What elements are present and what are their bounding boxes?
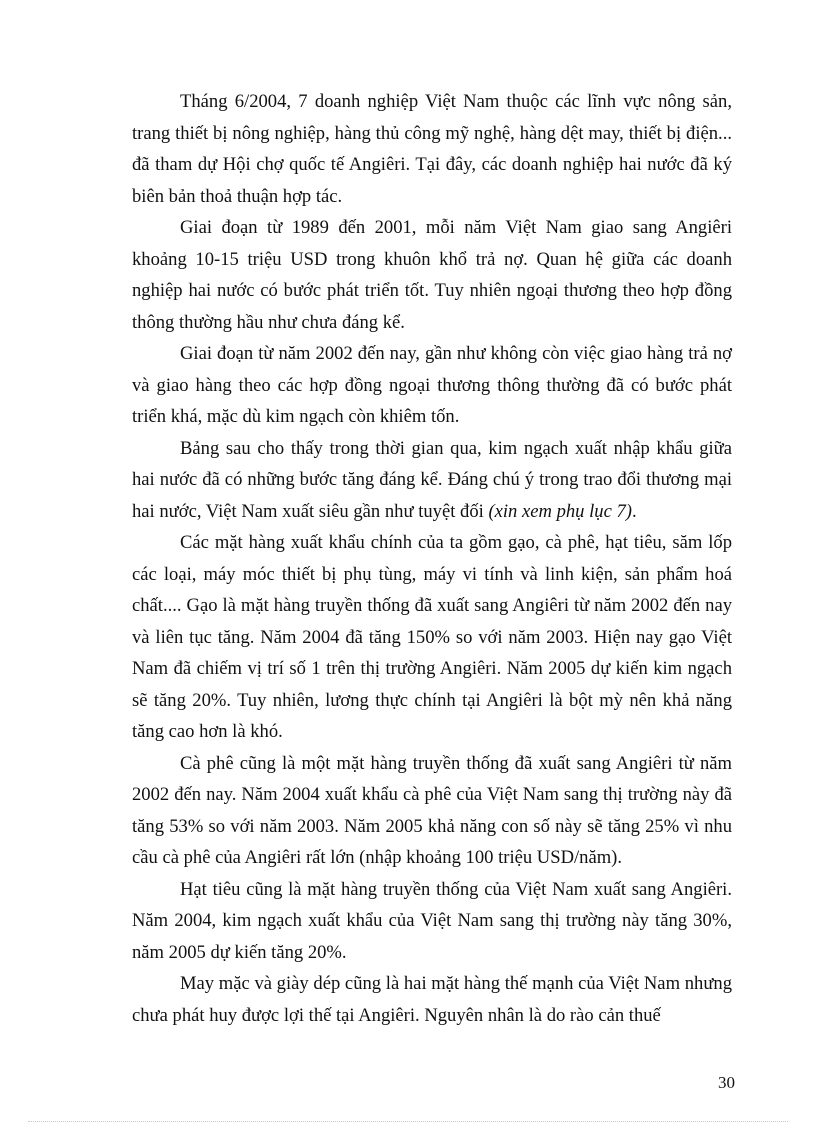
page-number: 30 (718, 1073, 735, 1092)
paragraph-2002-present: Giai đoạn từ năm 2002 đến nay, gần như không còn việc giao hàng trả nợ và giao hàng theo các hợp đồng ngoại thương thông thường đã có bước phát triển khá, mặc dù kim ngạch còn khiêm tốn. (132, 343, 732, 427)
paragraph-garments-footwear: May mặc và giày dép cũng là hai mặt hàng thế mạnh của Việt Nam nhưng chưa phát huy được lợi thế tại Angiêri. Nguyên nhân là do rào cản thuế (132, 973, 732, 1026)
paragraph-rice-exports: Các mặt hàng xuất khẩu chính của ta gồm gạo, cà phê, hạt tiêu, săm lốp các loại, máy móc thiết bị phụ tùng, máy vi tính và linh kiện, sản phẩm hoá chất.... Gạo là mặt hàng truyền thống đã xuất sang Angiêri từ năm 2002 đến nay và liên tục tăng. Năm 2004 đã tăng 150% so với năm 2003. Hiện nay gạo Việt Nam đã chiếm vị trí số 1 trên thị trường Angiêri. Năm 2005 dự kiến kim ngạch sẽ tăng 20%. Tuy nhiên, lương thực chính tại Angiêri là bột mỳ nên khả năng tăng cao hơn là khó. (132, 532, 732, 742)
paragraph-pepper-exports: Hạt tiêu cũng là mặt hàng truyền thống của Việt Nam xuất sang Angiêri. Năm 2004, kim ngạch xuất khẩu của Việt Nam sang thị trường này tăng 30%, năm 2005 dự kiến tăng 20%. (132, 878, 732, 963)
page-bottom-divider (28, 1121, 788, 1122)
body-text (132, 86, 732, 1031)
paragraph-trade-table (132, 433, 732, 528)
paragraph-trade-fair: Tháng 6/2004, 7 doanh nghiệp Việt Nam thuộc các lĩnh vực nông sản, trang thiết bị nông nghiệp, hàng thủ công mỹ nghệ, hàng dệt may, thiết bị điện... đã tham dự Hội chợ quốc tế Angiêri. Tại đây, các doanh nghiệp hai nước đã ký biên bản thoả thuận hợp tác. (132, 91, 732, 207)
paragraph-trade-table-end: . (631, 500, 637, 522)
paragraph-trade-table-text: Bảng sau cho thấy trong thời gian qua, kim ngạch xuất nhập khẩu giữa hai nước đã có những bước tăng đáng kể. Đáng chú ý trong trao đổi thương mại hai nước, Việt Nam xuất siêu gần như tuyệt đối (132, 437, 732, 522)
appendix-reference: (xin xem phụ lục 7) (488, 500, 632, 522)
paragraph-1989-2001: Giai đoạn từ 1989 đến 2001, mỗi năm Việt Nam giao sang Angiêri khoảng 10-15 triệu USD trong khuôn khổ trả nợ. Quan hệ giữa các doanh nghiệp hai nước có bước phát triển tốt. Tuy nhiên ngoại thương theo hợp đồng thông thường hầu như chưa đáng kể. (132, 217, 732, 333)
paragraph-coffee-exports: Cà phê cũng là một mặt hàng truyền thống đã xuất sang Angiêri từ năm 2002 đến nay. Năm 2004 xuất khẩu cà phê của Việt Nam sang thị trường này đã tăng 53% so với năm 2003. Năm 2005 khả năng con số này sẽ tăng 25% vì nhu cầu cà phê của Angiêri rất lớn (nhập khoảng 100 triệu USD/năm). (132, 752, 732, 868)
